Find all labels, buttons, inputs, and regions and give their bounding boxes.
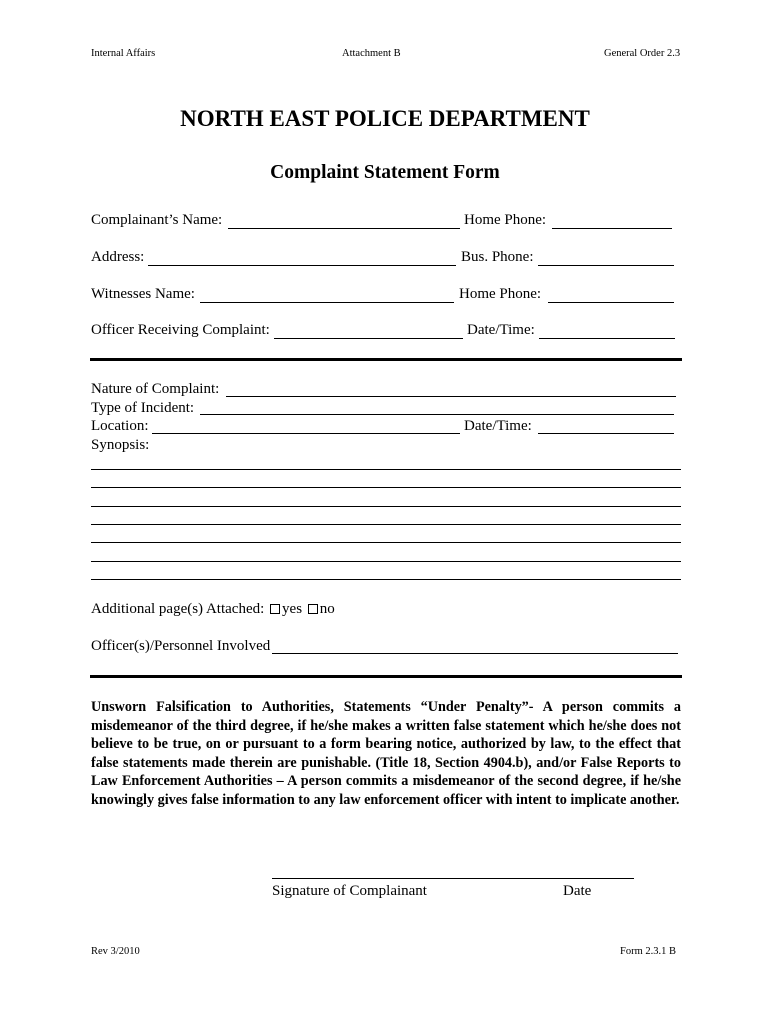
- page-title: NORTH EAST POLICE DEPARTMENT: [180, 106, 590, 131]
- nature-label: Nature of Complaint:: [91, 381, 220, 397]
- header-center: Attachment B: [342, 48, 401, 59]
- location-field[interactable]: [152, 433, 460, 434]
- footer-revision: Rev 3/2010: [91, 946, 140, 957]
- no-checkbox[interactable]: [308, 604, 318, 614]
- complainant-name-label: Complainant’s Name:: [91, 212, 223, 228]
- incident-type-field[interactable]: [200, 414, 674, 415]
- incident-date-time-field[interactable]: [538, 433, 674, 434]
- address-field[interactable]: [148, 265, 456, 266]
- witness-home-phone-field[interactable]: [548, 302, 674, 303]
- home-phone-field[interactable]: [552, 228, 672, 229]
- bus-phone-field[interactable]: [538, 265, 674, 266]
- location-label: Location:: [91, 418, 149, 434]
- witnesses-name-field[interactable]: [200, 302, 454, 303]
- no-label: no: [319, 601, 335, 617]
- officer-receiving-field[interactable]: [274, 338, 463, 339]
- personnel-field[interactable]: [272, 653, 678, 654]
- yes-label: yes: [282, 601, 303, 617]
- synopsis-line[interactable]: [91, 524, 681, 525]
- officer-receiving-label: Officer Receiving Complaint:: [91, 322, 270, 338]
- synopsis-label: Synopsis:: [91, 437, 150, 453]
- signature-label: Signature of Complainant: [272, 883, 427, 899]
- personnel-label: Officer(s)/Personnel Involved: [91, 638, 271, 654]
- section-divider-2: [90, 675, 682, 678]
- legal-notice: Unsworn Falsification to Authorities, Statements “Under Penalty”- A person commits a misdemeanor of the third degree, if he/she makes a written false statement which he/she does not believe to be true, on or pursuant to a form bearing notice, authorized by law, to the effect that false statements made therein are punishable. (Title 18, Section 4904.b), and/or False Reports to Law Enforcement Authorities – A person commits a misdemeanor of the second degree, if he/she knowingly gives false information to any law enforcement officer with intent to implicate another.: [91, 699, 681, 808]
- date-time-label: Date/Time:: [467, 322, 535, 338]
- footer-form-number: Form 2.3.1 B: [620, 946, 677, 957]
- nature-field[interactable]: [226, 396, 676, 397]
- synopsis-line[interactable]: [91, 579, 681, 580]
- synopsis-line[interactable]: [91, 487, 681, 488]
- home-phone-label: Home Phone:: [464, 212, 547, 228]
- additional-pages-label: Additional page(s) Attached:: [91, 601, 265, 617]
- synopsis-line[interactable]: [91, 469, 681, 470]
- complainant-name-field[interactable]: [228, 228, 460, 229]
- signature-date-label: Date: [563, 883, 592, 899]
- witness-home-phone-label: Home Phone:: [459, 286, 542, 302]
- bus-phone-label: Bus. Phone:: [461, 249, 534, 265]
- header-right: General Order 2.3: [604, 48, 681, 59]
- yes-checkbox[interactable]: [270, 604, 280, 614]
- signature-line[interactable]: [272, 878, 634, 879]
- incident-type-label: Type of Incident:: [91, 400, 195, 416]
- incident-date-time-label: Date/Time:: [464, 418, 532, 434]
- date-time-field[interactable]: [539, 338, 675, 339]
- synopsis-line[interactable]: [91, 561, 681, 562]
- section-divider: [90, 358, 682, 361]
- synopsis-line[interactable]: [91, 542, 681, 543]
- synopsis-line[interactable]: [91, 506, 681, 507]
- header-left: Internal Affairs: [91, 48, 156, 59]
- form-subtitle: Complaint Statement Form: [270, 162, 500, 183]
- additional-pages-row: [91, 601, 335, 618]
- witnesses-name-label: Witnesses Name:: [91, 286, 195, 302]
- address-label: Address:: [91, 249, 145, 265]
